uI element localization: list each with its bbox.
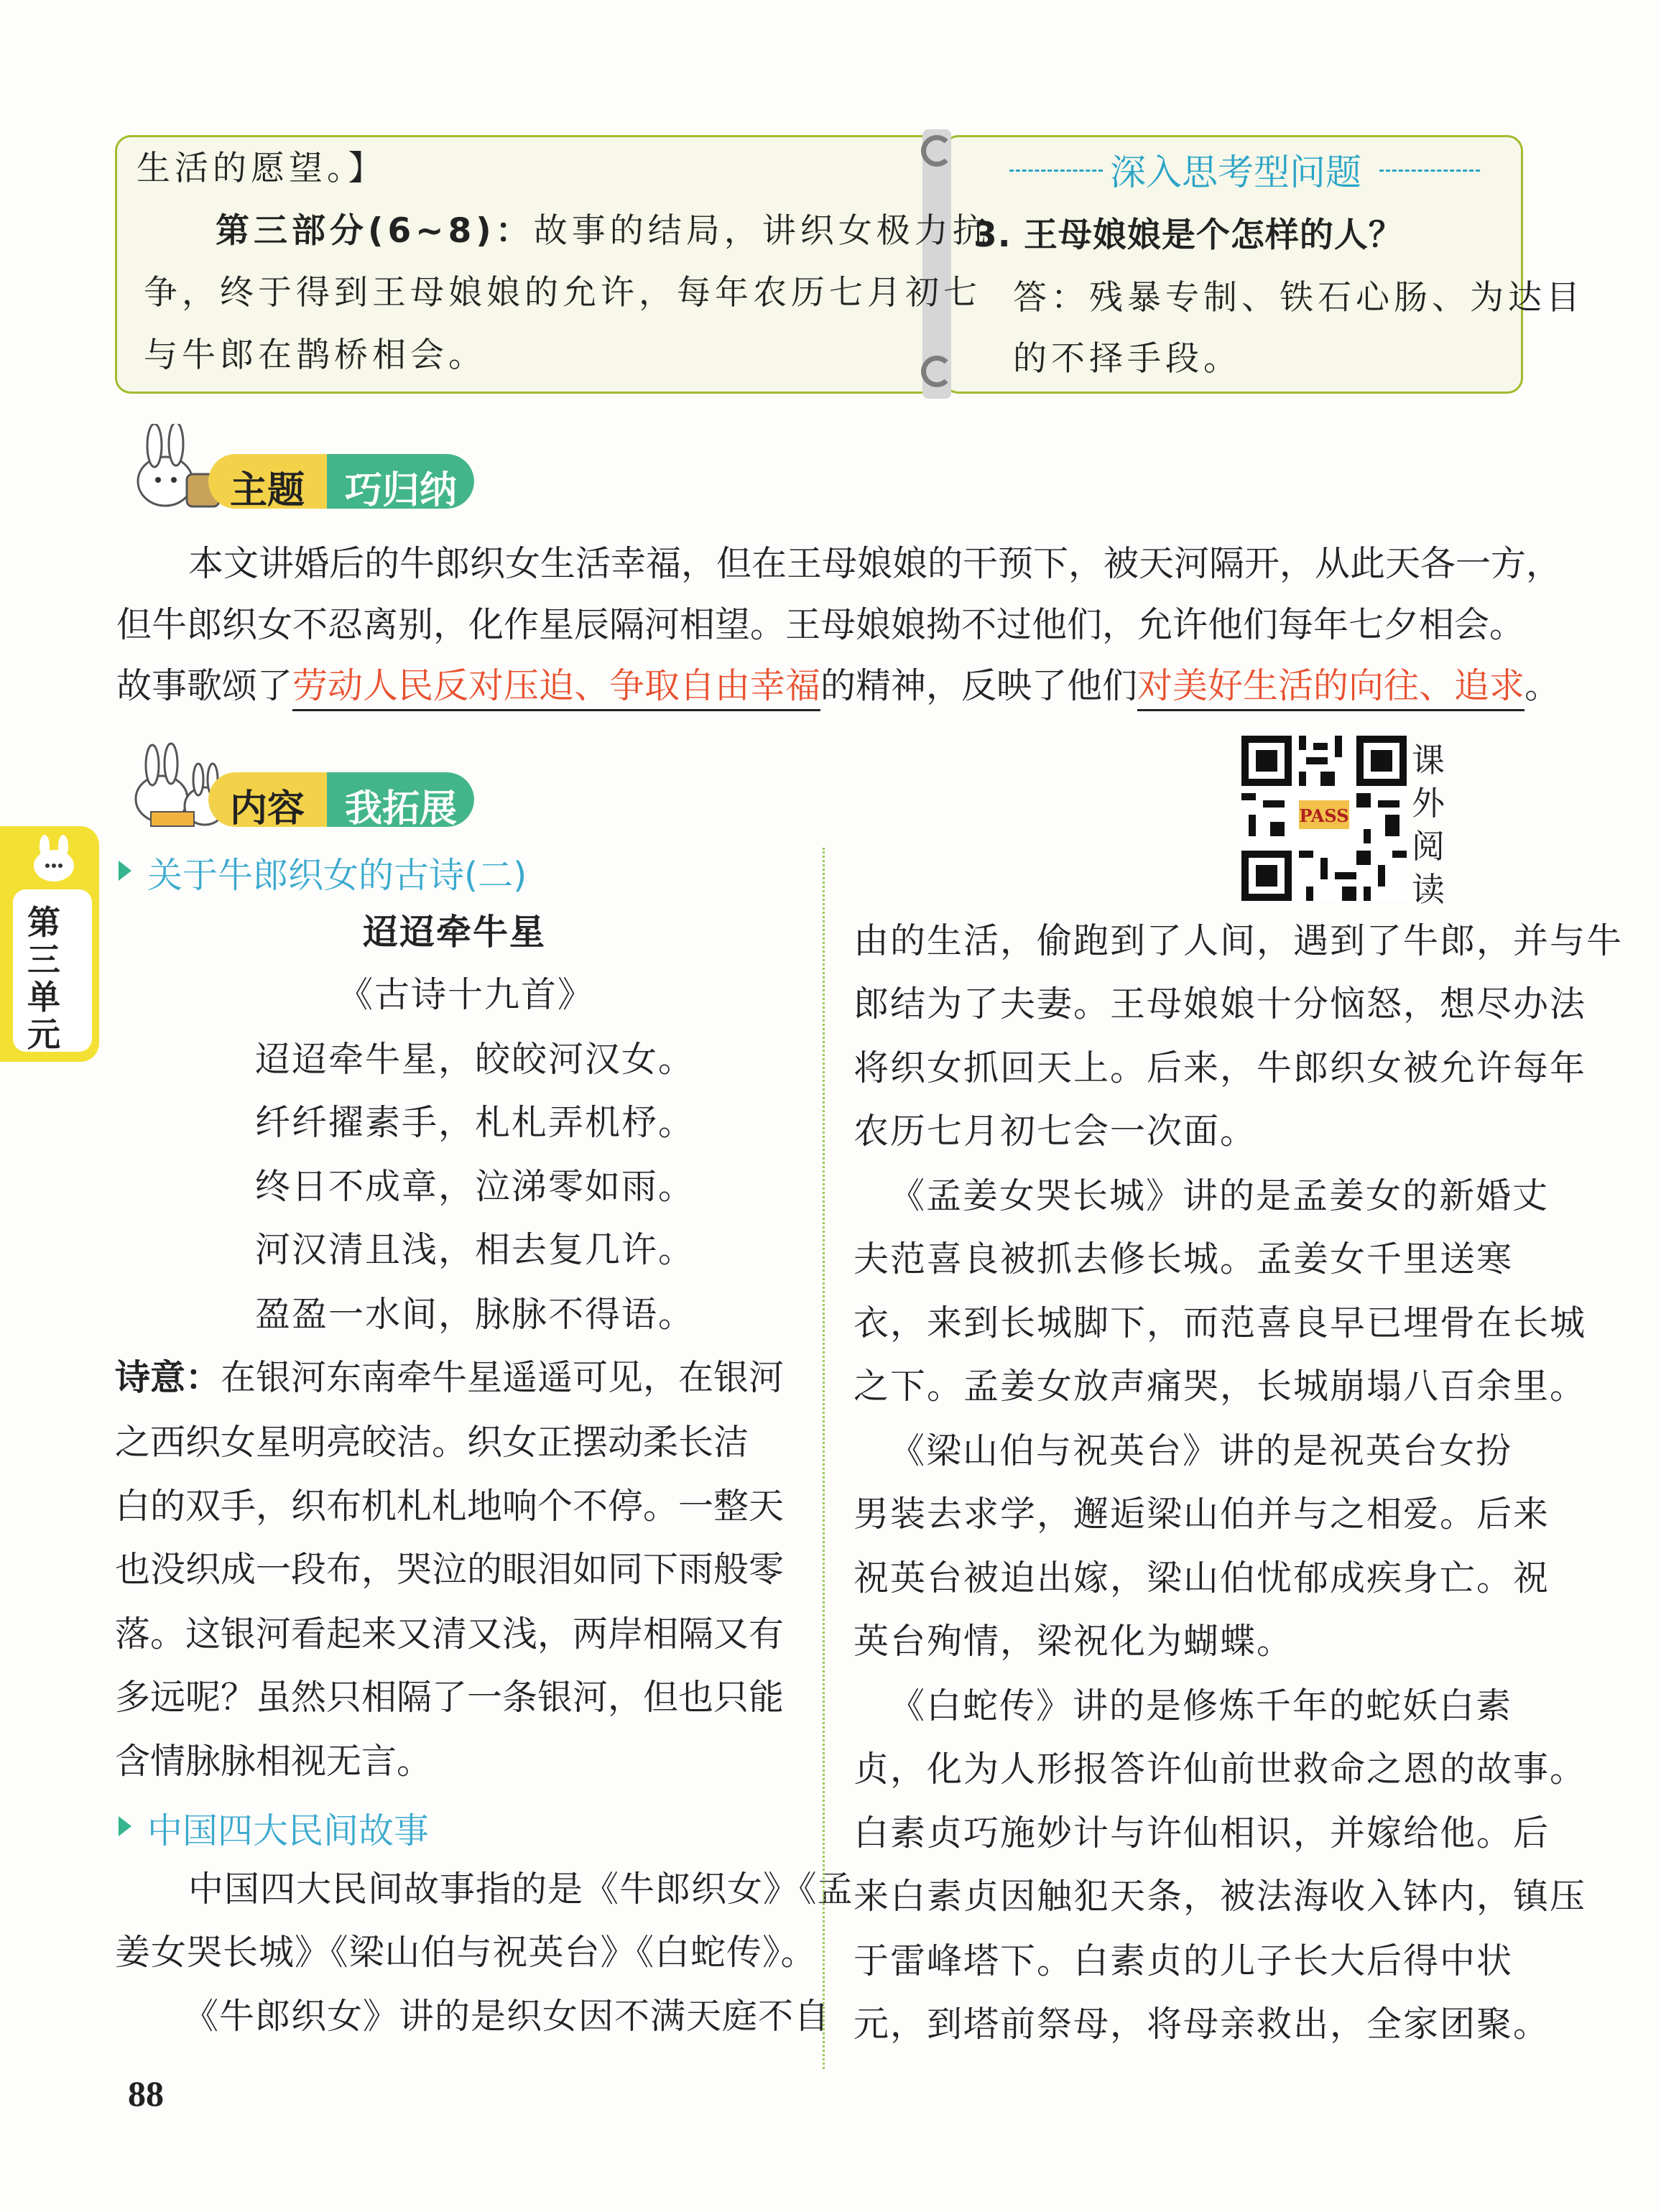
qr-side-char-2: 外 xyxy=(1412,784,1445,823)
right-line-11: 祝英台被迫出嫁，梁山伯忧郁成疾身亡。祝 xyxy=(853,1558,1550,1598)
heading-dash-left xyxy=(1009,170,1103,172)
right-line-17: 于雷峰塔下。白素贞的儿子长大后得中状 xyxy=(853,1940,1514,1981)
meaning-line-2: 之西织女星明亮皎洁。织女正摆动柔长洁 xyxy=(115,1422,749,1463)
theme-line-3 xyxy=(116,665,1560,708)
qr-side-char-3: 阅 xyxy=(1412,827,1445,866)
theme-line-3-c: 的精神，反映了他们 xyxy=(820,665,1138,706)
meaning-line-1 xyxy=(115,1356,784,1399)
stories-line-2: 姜女哭长城》《梁山伯与祝英台》《白蛇传》。 xyxy=(115,1932,817,1973)
top-left-line-3: 争，终于得到王母娘娘的允许，每年农历七月初七 xyxy=(144,273,981,313)
page-number: 88 xyxy=(128,2073,164,2114)
theme-line-1: 本文讲婚后的牛郎织女生活幸福，但在王母娘娘的干预下，被天河隔开，从此天各一方， xyxy=(188,543,1562,584)
poem-line-2: 纤纤擢素手，札札弄机杼。 xyxy=(255,1102,695,1143)
theme-line-3-a: 故事歌颂了 xyxy=(116,665,293,706)
right-line-15: 白素贞巧施妙计与许仙相识，并嫁给他。后 xyxy=(853,1813,1550,1854)
qr-side-char-4: 读 xyxy=(1412,870,1445,909)
right-line-12: 英台殉情，梁祝化为蝴蝶。 xyxy=(853,1621,1294,1662)
qr-side-char-1: 课 xyxy=(1412,741,1445,779)
right-line-6: 夫范喜良被抓去修长城。孟姜女千里送寒 xyxy=(853,1239,1514,1279)
right-line-14: 贞，化为人形报答许仙前世救命之恩的故事。 xyxy=(853,1749,1587,1790)
theme-label-a: 主题 xyxy=(230,469,305,509)
subhead-triangle-icon xyxy=(119,1816,131,1836)
part-three-text: 故事的结局，讲织女极力抗 xyxy=(533,211,991,251)
right-line-18: 元，到塔前祭母，将母亲救出，全家团聚。 xyxy=(853,2004,1550,2045)
top-left-line-4: 与牛郎在鹊桥相会。 xyxy=(144,335,486,375)
poem-line-4: 河汉清且浅，相去复几许。 xyxy=(255,1229,695,1270)
right-line-3: 将织女抓回天上。后来，牛郎织女被允许每年 xyxy=(853,1047,1587,1088)
content-label-a: 内容 xyxy=(230,787,305,827)
poem-subheading: 关于牛郎织女的古诗(二) xyxy=(147,855,527,896)
theme-line-3-e: 。 xyxy=(1524,665,1560,706)
poem-title: 迢迢牵牛星 xyxy=(363,912,547,953)
stories-line-1: 中国四大民间故事指的是《牛郎织女》《孟 xyxy=(188,1869,853,1910)
meaning-label: 诗意： xyxy=(115,1357,221,1398)
answer-line-1: 答：残暴专制、铁石心肠、为达目 xyxy=(1013,278,1584,318)
unit-side-tab xyxy=(0,826,99,1062)
think-question-heading: 深入思考型问题 xyxy=(1110,152,1361,193)
meaning-line-6: 多远呢？虽然只相隔了一条银河，但也只能 xyxy=(115,1677,785,1718)
poem-source: 《古诗十九首》 xyxy=(338,974,595,1015)
side-tab-char-2: 三 xyxy=(27,940,60,979)
meaning-line-3: 白的双手，织布机札札地响个不停。一整天 xyxy=(115,1486,785,1527)
top-left-line-1: 生活的愿望。】 xyxy=(137,149,387,188)
right-line-5: 《孟姜女哭长城》讲的是孟姜女的新婚丈 xyxy=(889,1175,1550,1216)
binder-ring-bottom-icon xyxy=(921,356,953,387)
folk-stories-subheading: 中国四大民间故事 xyxy=(147,1810,430,1851)
content-section-header xyxy=(208,772,474,827)
right-line-9: 《梁山伯与祝英台》讲的是祝英台女扮 xyxy=(889,1430,1513,1471)
qr-badge-text: PASS xyxy=(1299,805,1349,826)
theme-highlight-1: 劳动人民反对压迫、争取自由幸福 xyxy=(292,665,820,711)
column-divider xyxy=(823,848,825,2069)
theme-section-header xyxy=(208,454,474,509)
right-line-2: 郎结为了夫妻。王母娘娘十分恼怒，想尽办法 xyxy=(853,984,1587,1024)
side-tab-char-4: 元 xyxy=(27,1015,60,1054)
right-line-13: 《白蛇传》讲的是修炼千年的蛇妖白素 xyxy=(889,1685,1513,1726)
top-left-line-2 xyxy=(216,210,991,253)
rabbit-face-icon xyxy=(29,833,79,884)
part-three-label: 第三部分(6~8)： xyxy=(216,211,534,251)
stories-line-3: 《牛郎织女》讲的是织女因不满天庭不自 xyxy=(183,1996,830,2037)
binder-ring-top-icon xyxy=(921,135,953,167)
right-line-10: 男装去求学，邂逅梁山伯并与之相爱。后来 xyxy=(853,1494,1550,1535)
right-line-8: 之下。孟姜女放声痛哭，长城崩塌八百余里。 xyxy=(853,1366,1587,1407)
content-label-b: 我拓展 xyxy=(345,787,458,827)
qr-code-icon[interactable] xyxy=(1241,736,1407,901)
answer-line-2: 的不择手段。 xyxy=(1013,339,1241,379)
right-line-4: 农历七月初七会一次面。 xyxy=(853,1111,1257,1152)
side-tab-char-3: 单 xyxy=(27,978,60,1017)
right-line-1: 由的生活，偷跑到了人间，遇到了牛郎，并与牛 xyxy=(853,920,1624,961)
meaning-line-7: 含情脉脉相视无言。 xyxy=(115,1741,432,1782)
poem-line-5: 盈盈一水间，脉脉不得语。 xyxy=(255,1294,695,1335)
meaning-text-1: 在银河东南牵牛星遥遥可见，在银河 xyxy=(221,1357,785,1398)
meaning-line-4: 也没织成一段布，哭泣的眼泪如同下雨般零 xyxy=(115,1549,785,1590)
poem-line-3: 终日不成章，泣涕零如雨。 xyxy=(255,1166,695,1207)
right-line-7: 衣，来到长城脚下，而范喜良早已埋骨在长城 xyxy=(853,1302,1587,1343)
meaning-line-5: 落。这银河看起来又清又浅，两岸相隔又有 xyxy=(115,1614,785,1655)
heading-dash-right xyxy=(1379,170,1480,172)
theme-highlight-2: 对美好生活的向往、追求 xyxy=(1137,665,1524,711)
subhead-triangle-icon xyxy=(119,861,131,881)
poem-line-1: 迢迢牵牛星，皎皎河汉女。 xyxy=(255,1039,695,1080)
question-3: 3. 王母娘娘是个怎样的人？ xyxy=(973,216,1403,255)
theme-label-b: 巧归纳 xyxy=(345,469,458,509)
right-line-16: 来白素贞因触犯天条，被法海收入钵内，镇压 xyxy=(853,1876,1587,1917)
side-tab-char-1: 第 xyxy=(27,903,60,942)
theme-line-2: 但牛郎织女不忍离别，化作星辰隔河相望。王母娘娘拗不过他们，允许他们每年七夕相会。 xyxy=(116,604,1525,645)
